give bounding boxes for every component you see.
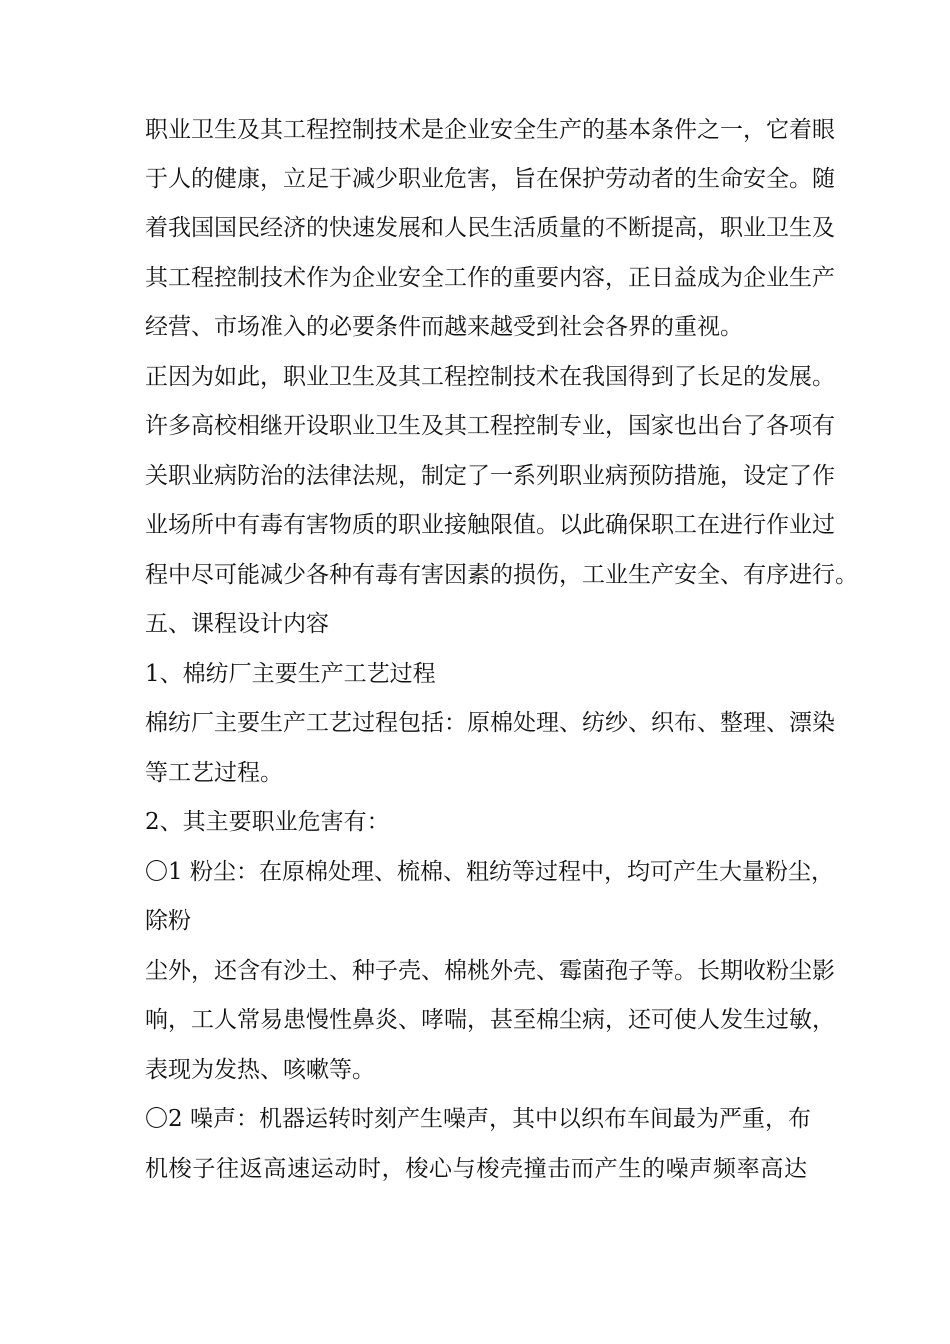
section-heading: 五、课程设计内容 (145, 611, 329, 637)
paragraph-line: 职业卫生及其工程控制技术是企业安全生产的基本条件之一，它着眼 (145, 117, 835, 143)
paragraph-line: 其工程控制技术作为企业安全工作的重要内容，正日益成为企业生产 (145, 265, 835, 291)
paragraph-line: 于人的健康，立足于减少职业危害，旨在保护劳动者的生命安全。随 (145, 166, 835, 192)
paragraph-line: 除粉 (145, 908, 191, 934)
subsection-heading: 1、棉纺厂主要生产工艺过程 (145, 661, 436, 687)
paragraph-line: 许多高校相继开设职业卫生及其工程控制专业，国家也出台了各项有 (145, 413, 835, 439)
paragraph-line: 业场所中有毒有害物质的职业接触限值。以此确保职工在进行作业过 (145, 512, 835, 538)
paragraph-line: 程中尽可能减少各种有毒有害因素的损伤，工业生产安全、有序进行。 (145, 562, 858, 588)
list-item-line: 〇2 噪声：机器运转时刻产生噪声，其中以织布车间最为严重，布 (145, 1106, 811, 1132)
paragraph-line: 经营、市场准入的必要条件而越来越受到社会各界的重视。 (145, 314, 743, 340)
paragraph-line: 着我国国民经济的快速发展和人民生活质量的不断提高，职业卫生及 (145, 215, 835, 241)
paragraph-line: 尘外，还含有沙土、种子壳、棉桃外壳、霉菌孢子等。长期收粉尘影 (145, 958, 835, 984)
paragraph-line: 机梭子往返高速运动时，梭心与梭壳撞击而产生的噪声频率高达 (145, 1156, 807, 1182)
subsection-heading: 2、其主要职业危害有： (145, 809, 390, 835)
list-item-line: 〇1 粉尘：在原棉处理、梳棉、粗纺等过程中，均可产生大量粉尘， (145, 859, 834, 885)
paragraph-line: 正因为如此，职业卫生及其工程控制技术在我国得到了长足的发展。 (145, 364, 835, 390)
paragraph-line: 关职业病防治的法律法规，制定了一系列职业病预防措施，设定了作 (145, 463, 835, 489)
paragraph-line: 等工艺过程。 (145, 760, 283, 786)
paragraph-line: 响，工人常易患慢性鼻炎、哮喘，甚至棉尘病，还可使人发生过敏， (145, 1007, 835, 1033)
paragraph-line: 棉纺厂主要生产工艺过程包括：原棉处理、纺纱、织布、整理、漂染 (145, 710, 835, 736)
paragraph-line: 表现为发热、咳嗽等。 (145, 1057, 375, 1083)
